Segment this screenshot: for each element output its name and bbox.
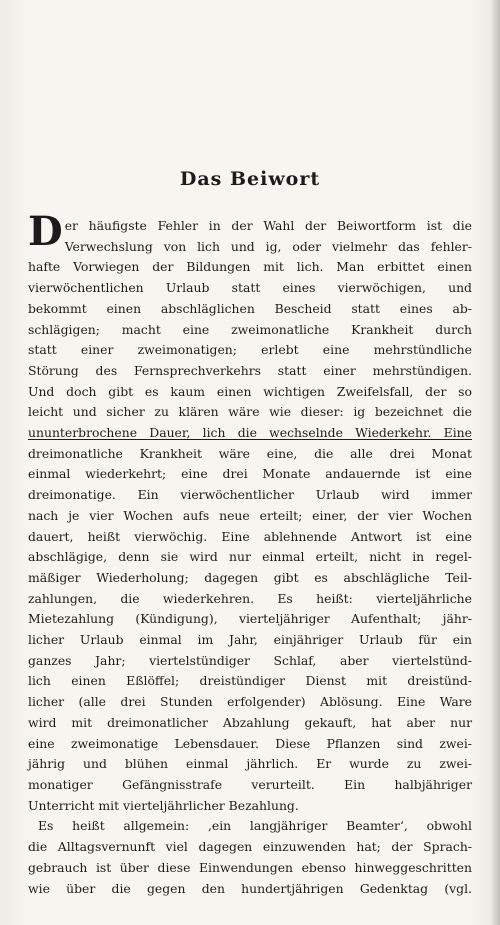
text-line: dauert, heißt vierwöchig. Eine ablehnende Antwort ist eine xyxy=(28,528,472,544)
text-line: licher (alle drei Stunden erfolgender) Ablösung. Eine Ware xyxy=(28,694,472,710)
drop-cap: D xyxy=(28,208,63,255)
page-gutter-shadow xyxy=(490,0,500,925)
text-line: leicht und sicher zu klären wäre wie dieser: ig bezeichnet die xyxy=(28,404,472,420)
text-line: bekommt einen abschläglichen Bescheid statt eines ab- xyxy=(28,300,472,316)
text-line: Verwechslung von lich und ig, oder vielmehr das fehler- xyxy=(64,238,472,254)
text-line: einmal wiederkehrt; eine drei Monate andauernde ist eine xyxy=(28,466,472,482)
text-line: Und doch gibt es kaum einen wichtigen Zweifelsfall, der so xyxy=(28,383,472,399)
paragraph-1 xyxy=(28,208,472,816)
page-title: Das Beiwort xyxy=(179,168,321,190)
paragraph-2 xyxy=(28,816,472,899)
text-line: vierwöchentlichen Urlaub statt eines vierwöchigen, und xyxy=(28,280,472,296)
text-line: Störung des Fernsprechverkehrs statt einer mehrstündigen. xyxy=(28,362,472,378)
text-line: gebrauch ist über diese Einwendungen ebenso hinweggeschritten xyxy=(28,859,472,875)
text-line: schlägigen; macht eine zweimonatliche Krankheit durch xyxy=(28,321,472,337)
text-line: Unterricht mit vierteljährlicher Bezahlung. xyxy=(28,797,299,813)
text-line: jährig und blühen einmal jährlich. Er wurde zu zwei- xyxy=(28,756,472,772)
text-line: dreimonatliche Krankheit wäre eine, die alle drei Monat xyxy=(28,445,472,461)
text-line: zahlungen, die wiederkehren. Es heißt: vierteljährliche xyxy=(28,590,472,606)
text-line: mäßiger Wiederholung; dagegen gibt es abschlägliche Teil- xyxy=(28,569,472,585)
underlined-text-line: ununterbrochene Dauer, lich die wechselnde Wiederkehr. Eine xyxy=(28,425,472,441)
text-line: hafte Vorwiegen der Bildungen mit lich. Man erbittet einen xyxy=(28,259,472,275)
text-line: monatiger Gefängnisstrafe verurteilt. Ein halbjähriger xyxy=(28,776,472,792)
text-line: wie über die gegen den hundertjährigen Gedenktag (vgl. xyxy=(28,880,472,896)
text-line: die Alltagsvernunft viel dagegen einzuwenden hat; der Sprach- xyxy=(28,839,472,855)
text-line: dreimonatige. Ein vierwöchentlicher Urlaub wird immer xyxy=(28,487,472,503)
text-line: abschlägige, denn sie wird nur einmal erteilt, nicht in regel- xyxy=(28,549,472,565)
text-line: er häufigste Fehler in der Wahl der Beiwortform ist die xyxy=(64,218,472,233)
text-line: ganzes Jahr; viertelstündiger Schlaf, aber viertelstünd- xyxy=(28,652,472,668)
body-text xyxy=(28,208,472,899)
text-line: nach je vier Wochen aufs neue erteilt; einer, der vier Wochen xyxy=(28,507,472,523)
text-line: eine zweimonatige Lebensdauer. Diese Pflanzen sind zwei- xyxy=(28,735,472,751)
text-line: wird mit dreimonatlicher Abzahlung gekauft, hat aber nur xyxy=(28,714,472,730)
text-line: statt einer zweimonatigen; erlebt eine mehrstündliche xyxy=(28,342,472,358)
text-line: licher Urlaub einmal im Jahr, einjähriger Urlaub für ein xyxy=(28,632,472,648)
text-line: lich einen Eßlöffel; dreistündiger Dienst mit dreistünd- xyxy=(28,673,472,689)
text-line: Mietezahlung (Kündigung), vierteljähriger Aufenthalt; jähr- xyxy=(28,611,472,627)
text-line: Es heißt allgemein: ‚ein langjähriger Beamter‘, obwohl xyxy=(38,818,472,834)
